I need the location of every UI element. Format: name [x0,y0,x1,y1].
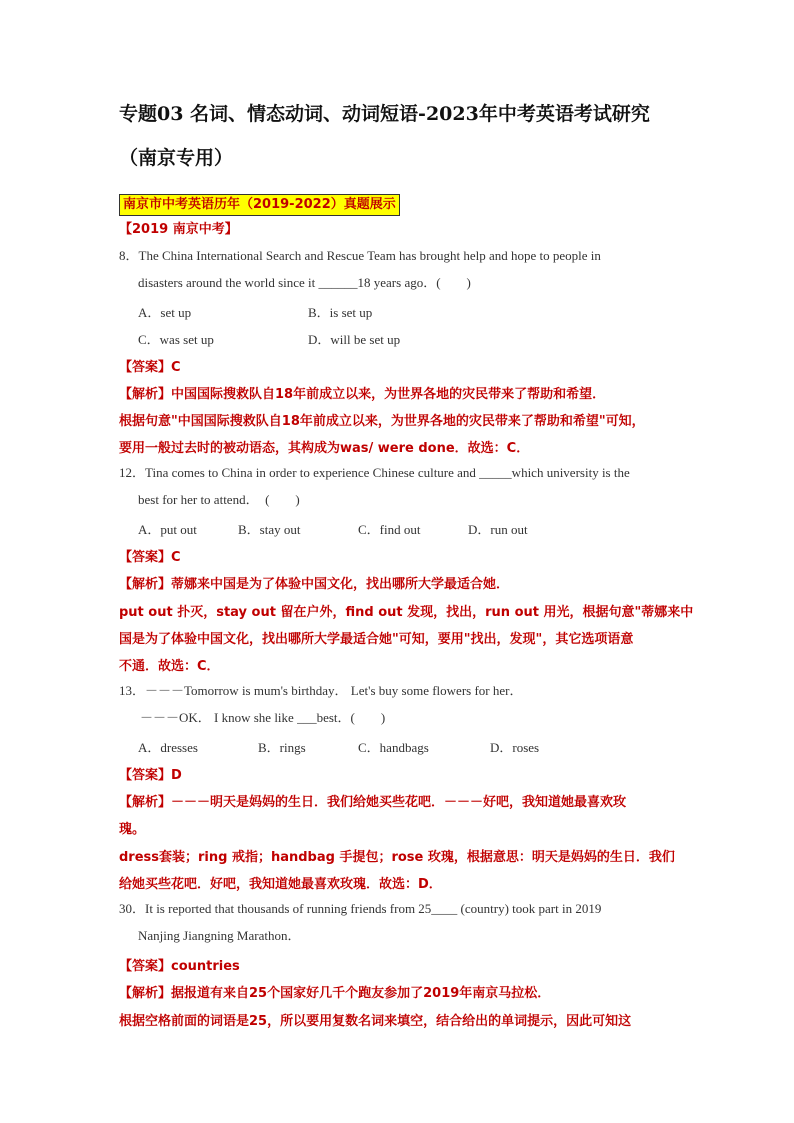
answer-label: 【答案】 [119,550,172,565]
q8-option-a: A．set up [138,305,192,320]
q30-answer-value: countries [171,959,240,974]
q12-answer-value: C [171,550,181,565]
q13-exp1: －－－明天是妈妈的生日．我们给她买些花吧．－－－好吧，我知道她最喜欢玫 [171,795,627,810]
q12-option-c: C．find out [358,522,421,537]
q8-option-c: C．was set up [138,332,214,347]
q13-option-a: A．dresses [138,740,198,755]
q13-answer [119,764,182,783]
q13-exp3: dress套装；ring 戒指；handbag 手提包；rose 玫瑰，根据意思：明天是妈妈的生日．我们 [119,850,675,865]
q30-line1: 30．It is reported that thousands of running friends from 25____ (country) took part in 2019 [119,901,602,916]
q8-answer-value: C [171,360,181,375]
q8-answer [119,356,181,375]
analysis-label: 【解析】 [119,577,172,592]
section-tag: 【2019 南京中考】 [119,222,238,237]
q13-answer-value: D [171,768,182,783]
q8-exp1: 中国国际搜救队自18年前成立以来，为世界各地的灾民带来了帮助和希望． [171,387,606,402]
section-banner: 南京市中考英语历年（2019-2022）真题展示 [119,194,400,216]
q12-option-b: B．stay out [238,522,301,537]
q13-analysis [119,791,626,810]
q12-line1: 12．Tina comes to China in order to experience Chinese culture and _____which university is the [119,465,630,480]
q12-option-d: D．run out [468,522,528,537]
q30-exp2: 根据空格前面的词语是25，所以要用复数名词来填空，结合给出的单词提示，因此可知这 [119,1014,632,1029]
q8-line1: 8．The China International Search and Rescue Team has brought help and hope to people in [119,248,601,263]
q8-exp2: 根据句意"中国国际搜救队自18年前成立以来，为世界各地的灾民带来了帮助和希望"可知， [119,414,645,429]
q13-option-b: B．rings [258,740,306,755]
answer-label: 【答案】 [119,959,172,974]
q8-option-b: B．is set up [308,305,373,320]
q13-exp2: 瑰。 [119,822,146,837]
q8-line2: disasters around the world since it ______18 years ago．( ) [138,275,471,290]
q8-exp3: 要用一般过去时的被动语态，其构成为was/ were done．故选：C． [119,441,530,456]
q30-line2: Nanjing Jiangning Marathon． [138,928,301,943]
answer-label: 【答案】 [119,768,172,783]
q13-option-d: D．roses [490,740,540,755]
q12-option-a: A．put out [138,522,197,537]
analysis-label: 【解析】 [119,986,172,1001]
q30-analysis [119,982,550,1001]
q12-exp3: 国是为了体验中国文化，找出哪所大学最适合她"可知，要用"找出，发现"，其它选项语意 [119,632,634,647]
analysis-label: 【解析】 [119,795,172,810]
q12-exp2: put out 扑灭，stay out 留在户外，find out 发现，找出，run out 用光，根据句意"蒂娜来中 [119,605,694,620]
page-title: 专题03 名词、情态动词、动词短语-2023年中考英语考试研究（南京专用） [119,103,650,169]
q30-answer [119,955,240,974]
q12-line2: best for her to attend． ( ) [138,492,300,507]
q12-exp4: 不通．故选：C． [119,659,220,674]
q13-option-c: C．handbags [358,740,429,755]
q12-analysis [119,573,509,592]
analysis-label: 【解析】 [119,387,172,402]
q8-option-d: D．will be set up [308,332,401,347]
q8-analysis [119,383,605,402]
q30-exp1: 据报道有来自25个国家好几千个跑友参加了2019年南京马拉松． [171,986,551,1001]
q13-exp4: 给她买些花吧．好吧，我知道她最喜欢玫瑰．故选：D． [119,877,442,892]
q12-answer [119,546,181,565]
q12-exp1: 蒂娜来中国是为了体验中国文化，找出哪所大学最适合她． [171,577,510,592]
q13-line2: －－－OK． I know she like ___best．( ) [140,710,386,725]
q13-line1: 13．－－－Tomorrow is mum's birthday． Let's buy some flowers for her． [119,683,523,698]
answer-label: 【答案】 [119,360,172,375]
